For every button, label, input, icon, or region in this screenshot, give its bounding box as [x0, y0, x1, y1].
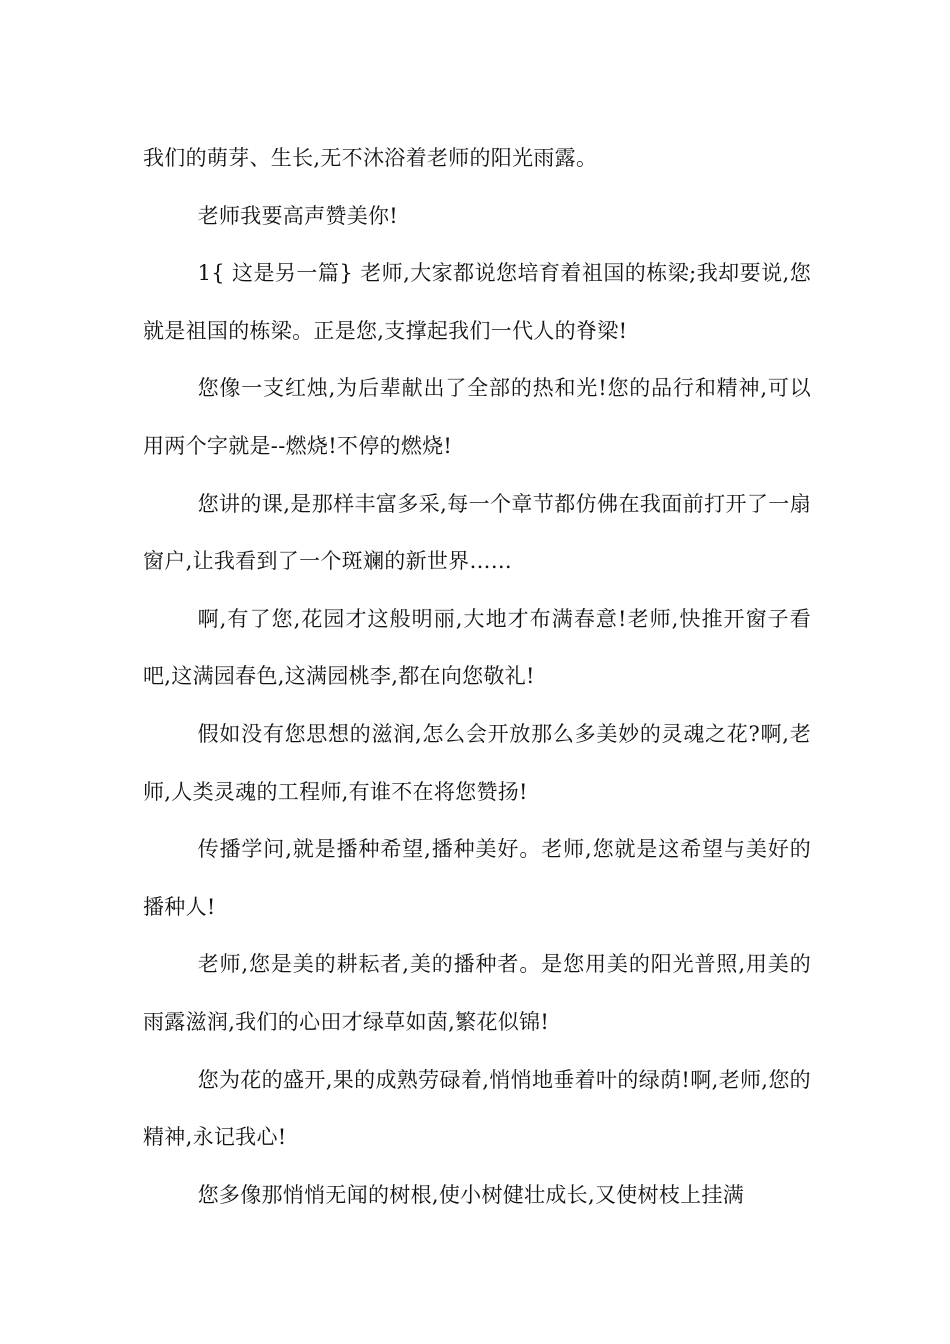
document-body [143, 130, 811, 1224]
paragraph: 啊,有了您,花园才这般明丽,大地才布满春意!老师,快推开窗子看吧,这满园春色,这满园桃李,都在向您敬礼! [143, 606, 811, 689]
paragraph: 您多像那悄悄无闻的树根,使小树健壮成长,又使树枝上挂满 [197, 1182, 745, 1207]
paragraph: 您讲的课,是那样丰富多采,每一个章节都仿佛在我面前打开了一扇窗户,让我看到了一个斑斓的新世界…… [143, 491, 811, 574]
paragraph: 您为花的盛开,果的成熟劳碌着,悄悄地垂着叶的绿荫!啊,老师,您的精神,永记我心! [143, 1067, 811, 1150]
paragraph: 1{ 这是另一篇} 老师,大家都说您培育着祖国的栋梁;我却要说,您就是祖国的栋梁。正是您,支撑起我们一代人的脊梁! [143, 261, 811, 343]
paragraph: 您像一支红烛,为后辈献出了全部的热和光!您的品行和精神,可以用两个字就是--燃烧!不停的燃烧! [143, 376, 811, 458]
paragraph: 老师我要高声赞美你! [197, 203, 399, 228]
paragraph: 假如没有您思想的滋润,怎么会开放那么多美妙的灵魂之花?啊,老师,人类灵魂的工程师,有谁不在将您赞扬! [143, 721, 811, 804]
paragraph-continued: 我们的萌芽、生长,无不沐浴着老师的阳光雨露。 [143, 146, 598, 170]
paragraph: 传播学问,就是播种希望,播种美好。老师,您就是这希望与美好的播种人! [143, 837, 811, 919]
paragraph: 老师,您是美的耕耘者,美的播种者。是您用美的阳光普照,用美的雨露滋润,我们的心田才绿草如茵,繁花似锦! [143, 952, 811, 1034]
